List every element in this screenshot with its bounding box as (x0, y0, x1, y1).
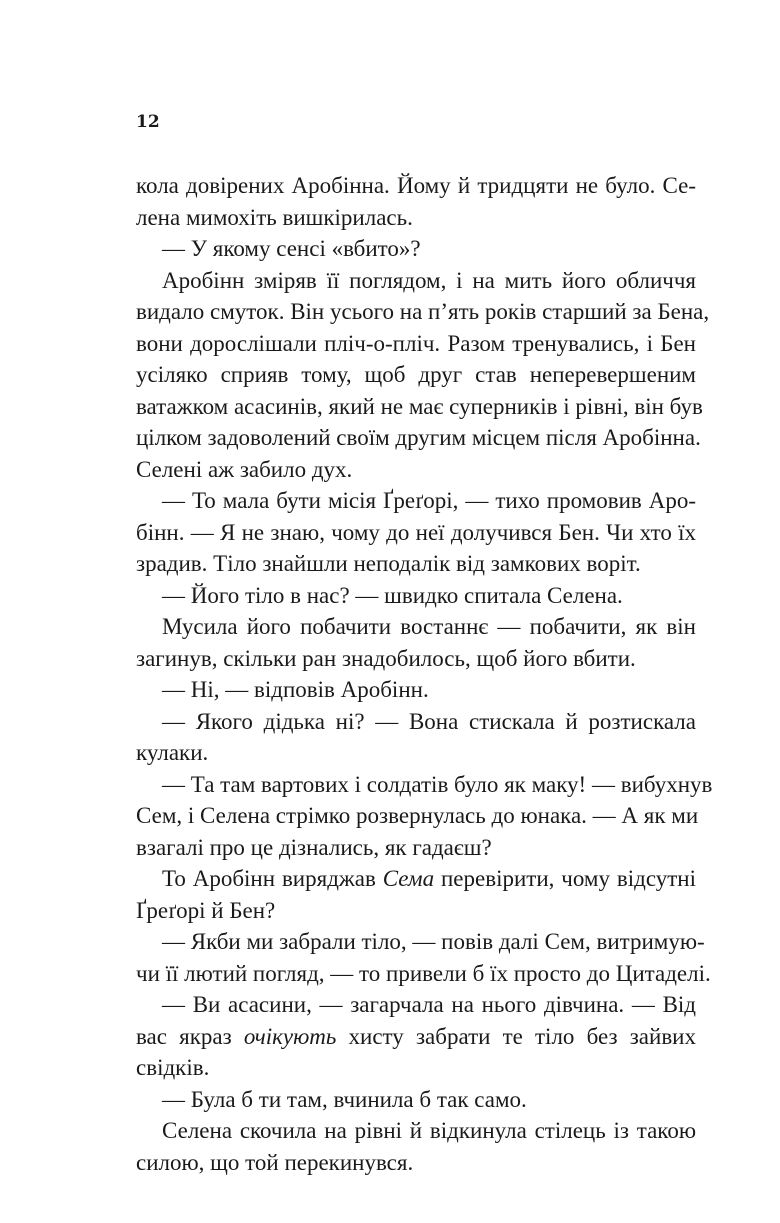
text-line: усіляко сприяв тому, щоб друг став неперевершеним (136, 362, 696, 387)
text-line: видало смуток. Він усього на п’ять років старший за Бена, (136, 299, 710, 324)
text-segment: перевірити, чому відсутні (434, 866, 696, 891)
text-line: силою, що той перекинувся. (136, 1149, 414, 1175)
text-line: — Ви асасини, — загарчала на нього дівчина. — Від (162, 992, 696, 1017)
text-segment: вас якраз (136, 1023, 244, 1049)
text-line (136, 1021, 696, 1053)
text-segment: То Аробінн виряджав (162, 866, 383, 891)
text-line: — Якби ми забрали тіло, — повів далі Сем, витримую- (162, 929, 705, 954)
text-line: Селена скочила на рівні й відкинула стілець із такою (162, 1118, 696, 1143)
text-line: свідків. (136, 1055, 210, 1080)
text-line: — У якому сенсі «вбито»? (162, 236, 421, 261)
text-line: кола довірених Аробінна. Йому й тридцяти не було. Се- (136, 173, 696, 198)
text-line: Аробінн зміряв її поглядом, і на мить його обличчя (162, 267, 696, 293)
text-line: — Ні, — відповів Аробінн. (162, 677, 429, 702)
text-line: ватажком асасинів, який не має суперників і рівні, він був (136, 393, 703, 419)
text-line: зрадив. Тіло знайшли неподалік від замкових воріт. (136, 551, 641, 576)
text-line: вони дорослішали пліч-о-пліч. Разом тренувались, і Бен (136, 330, 696, 356)
text-line: цілком задоволений своїм другим місцем після Аробінна. (136, 425, 701, 450)
text-line: Селені аж забило дух. (136, 456, 353, 482)
text-line: Сем, і Селена стрімко розвернулась до юнака. — А як ми (136, 803, 699, 828)
text-line: — Та там вартових і солдатів було як маку! — вибухнув (162, 771, 713, 797)
emphasis-text: Сема (382, 866, 435, 891)
text-line: кулаки. (136, 740, 209, 765)
page-number: 12 (136, 112, 160, 132)
text-line: — Його тіло в нас? — швидко спитала Селена. (162, 582, 623, 608)
emphasis-text: очікують (243, 1023, 337, 1049)
text-line: — Була б ти там, вчинила б так само. (162, 1086, 527, 1112)
text-line: лена мимохіть вишкірилась. (136, 204, 413, 230)
body-text (136, 170, 713, 1178)
text-line: чи її лютий погляд, — то привели б їх просто до Цитаделі. (136, 960, 711, 986)
text-line: загинув, скільки ран знадобилось, щоб його вбити. (136, 645, 636, 671)
text-line: — Якого дідька ні? — Вона стискала й розтискала (162, 708, 696, 734)
text-segment: хисту забрати те тіло без зайвих (336, 1023, 696, 1049)
text-line: — То мала бути місія Ґреґорі, — тихо промовив Аро- (162, 488, 696, 513)
text-line: взагалі про це дізнались, як гадаєш? (136, 834, 492, 860)
text-line (136, 863, 696, 895)
text-line: Ґреґорі й Бен? (136, 897, 276, 923)
text-line: бінн. — Я не знаю, чому до неї долучився Бен. Чи хто їх (136, 519, 696, 545)
text-line: Мусила його побачити востаннє — побачити, як він (162, 614, 696, 639)
